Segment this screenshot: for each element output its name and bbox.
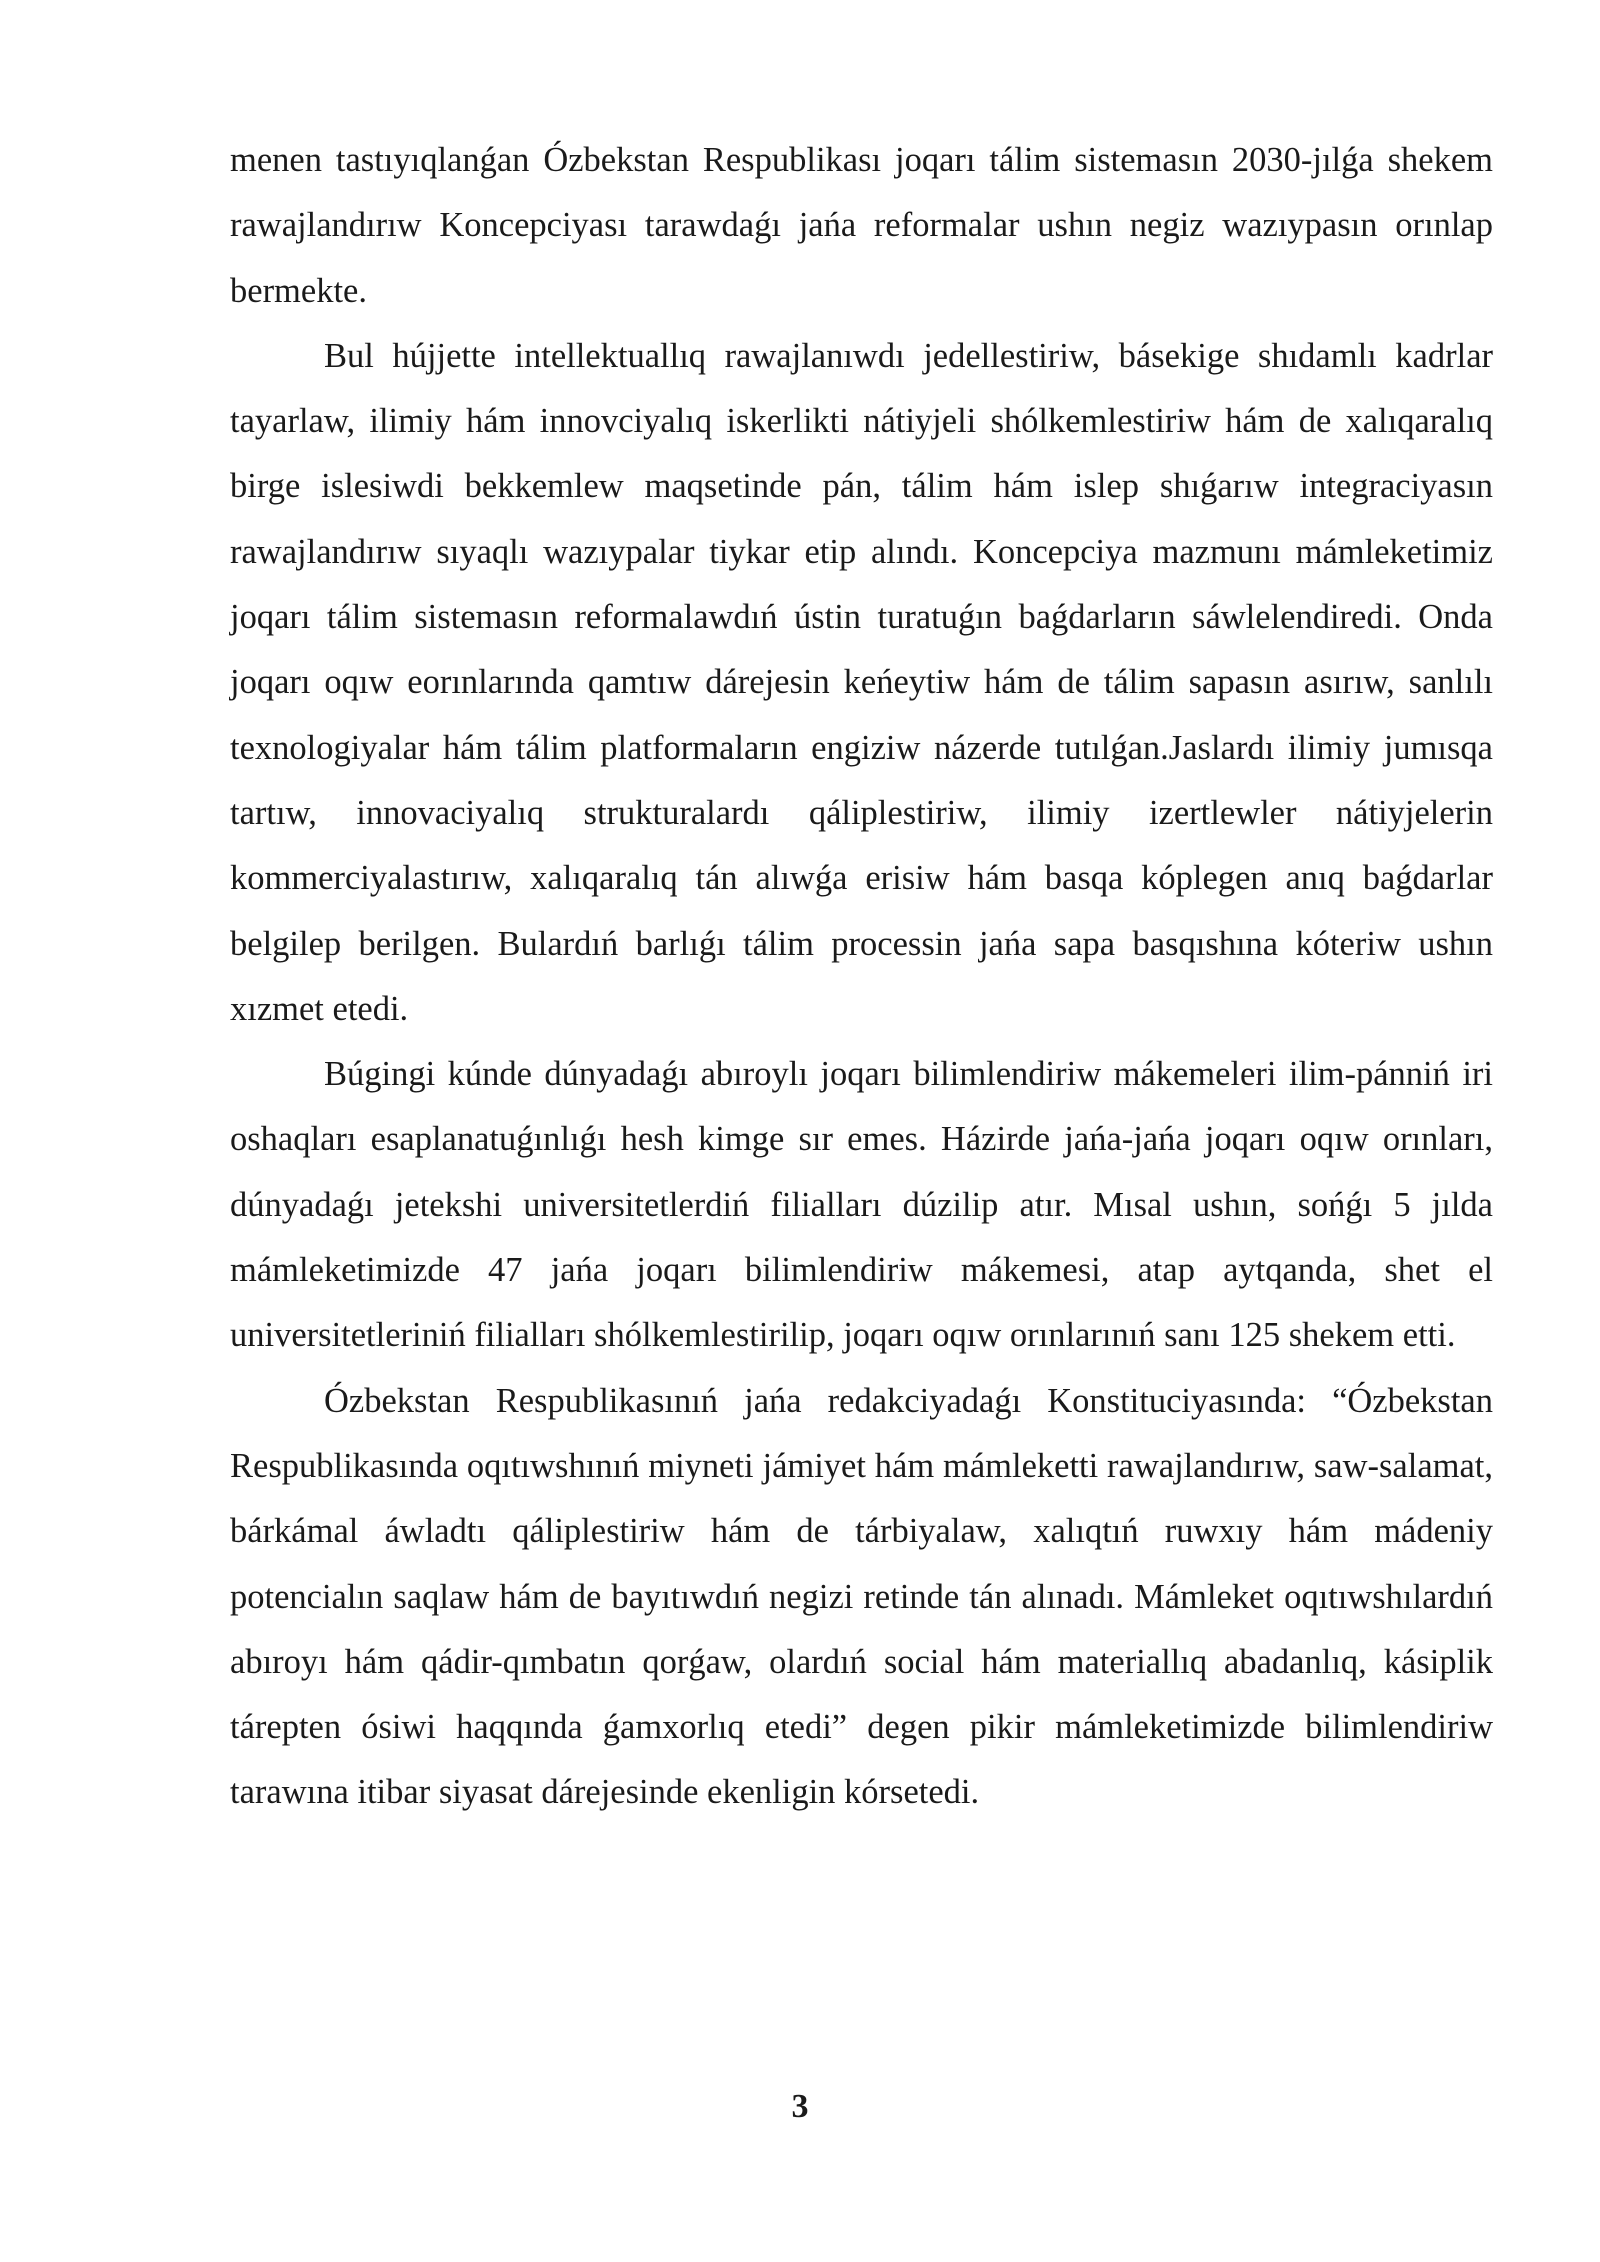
body-text: [230, 128, 1493, 1826]
paragraph-universities: Búgingi kúnde dúnyadaǵı abıroylı joqarı bilimlendiriw mákemeleri ilim-pánniń iri oshaqları esaplanatuǵınlıǵı hesh kimge sır emes. Házirde jańa-jańa joqarı oqıw orınları, dúnyadaǵı jetekshi universitetlerdiń filialları dúzilip atır. Mısal ushın, sońǵı 5 jılda mámleketimizde 47 jańa joqarı bilimlendiriw mákemesi, atap aytqanda, shet el universitetleriniń filialları shólkemlestirilip, joqarı oqıw orınlarınıń sanı 125 shekem etti.: [230, 1055, 1493, 1355]
page-number: 3: [791, 2088, 809, 2125]
paragraph-concept: Bul hújjette intellektuallıq rawajlanıwdı jedellestiriw, básekige shıdamlı kadrlar tayarlaw, ilimiy hám innovciyalıq iskerlikti nátiyjeli shólkemlestiriw hám de xalıqaralıq birge islesiwdi bekkemlew maqsetinde pán, tálim hám islep shıǵarıw integraciyasın rawajlandırıw sıyaqlı wazıypalar tiykar etip alındı. Koncepciya mazmunı mámleketimiz joqarı tálim sistemasın reformalawdıń ústin turatuǵın baǵdarların sáwlelendiredi. Onda joqarı oqıw eorınlarında qamtıw dárejesin keńeytiw hám de tálim sapasın asırıw, sanlılı texnologiyalar hám tálim platformaların engiziw názerde tutılǵan.Jaslardı ilimiy jumısqa tartıw, innovaciyalıq strukturalardı qáliplestiriw, ilimiy izertlewler nátiyjelerin kommerciyalastırıw, xalıqaralıq tán alıwǵa erisiw hám basqa kóplegen anıq baǵdarlar belgilep berilgen. Bulardıń barlıǵı tálim processin jańa sapa basqıshına kóteriw ushın xızmet etedi.: [230, 336, 1493, 1028]
paragraph-constitution: Ózbekstan Respublikasınıń jańa redakciyadaǵı Konstituciyasında: “Ózbekstan Respublikasında oqıtıwshınıń miyneti jámiyet hám mámleketti rawajlandırıw, saw-salamat, bárkámal áwladtı qáliplestiriw hám de tárbiyalaw, xalıqtıń ruwxıy hám mádeniy potencialın saqlaw hám de bayıtıwdıń negizi retinde tán alınadı. Mámleket oqıtıwshılardıń abıroyı hám qádir-qımbatın qorǵaw, olardıń social hám materiallıq abadanlıq, kásiplik tárepten ósiwi haqqında ǵamxorlıq etedi” degen pikir mámleketimizde bilimlendiriw tarawına itibar siyasat dárejesinde ekenligin kórsetedi.: [230, 1381, 1493, 1812]
paragraph-continuation: menen tastıyıqlanǵan Ózbekstan Respublikası joqarı tálim sistemasın 2030-jılǵa shekem rawajlandırıw Koncepciyası tarawdaǵı jańa reformalar ushın negiz wazıypasın orınlap bermekte.: [230, 141, 1493, 310]
